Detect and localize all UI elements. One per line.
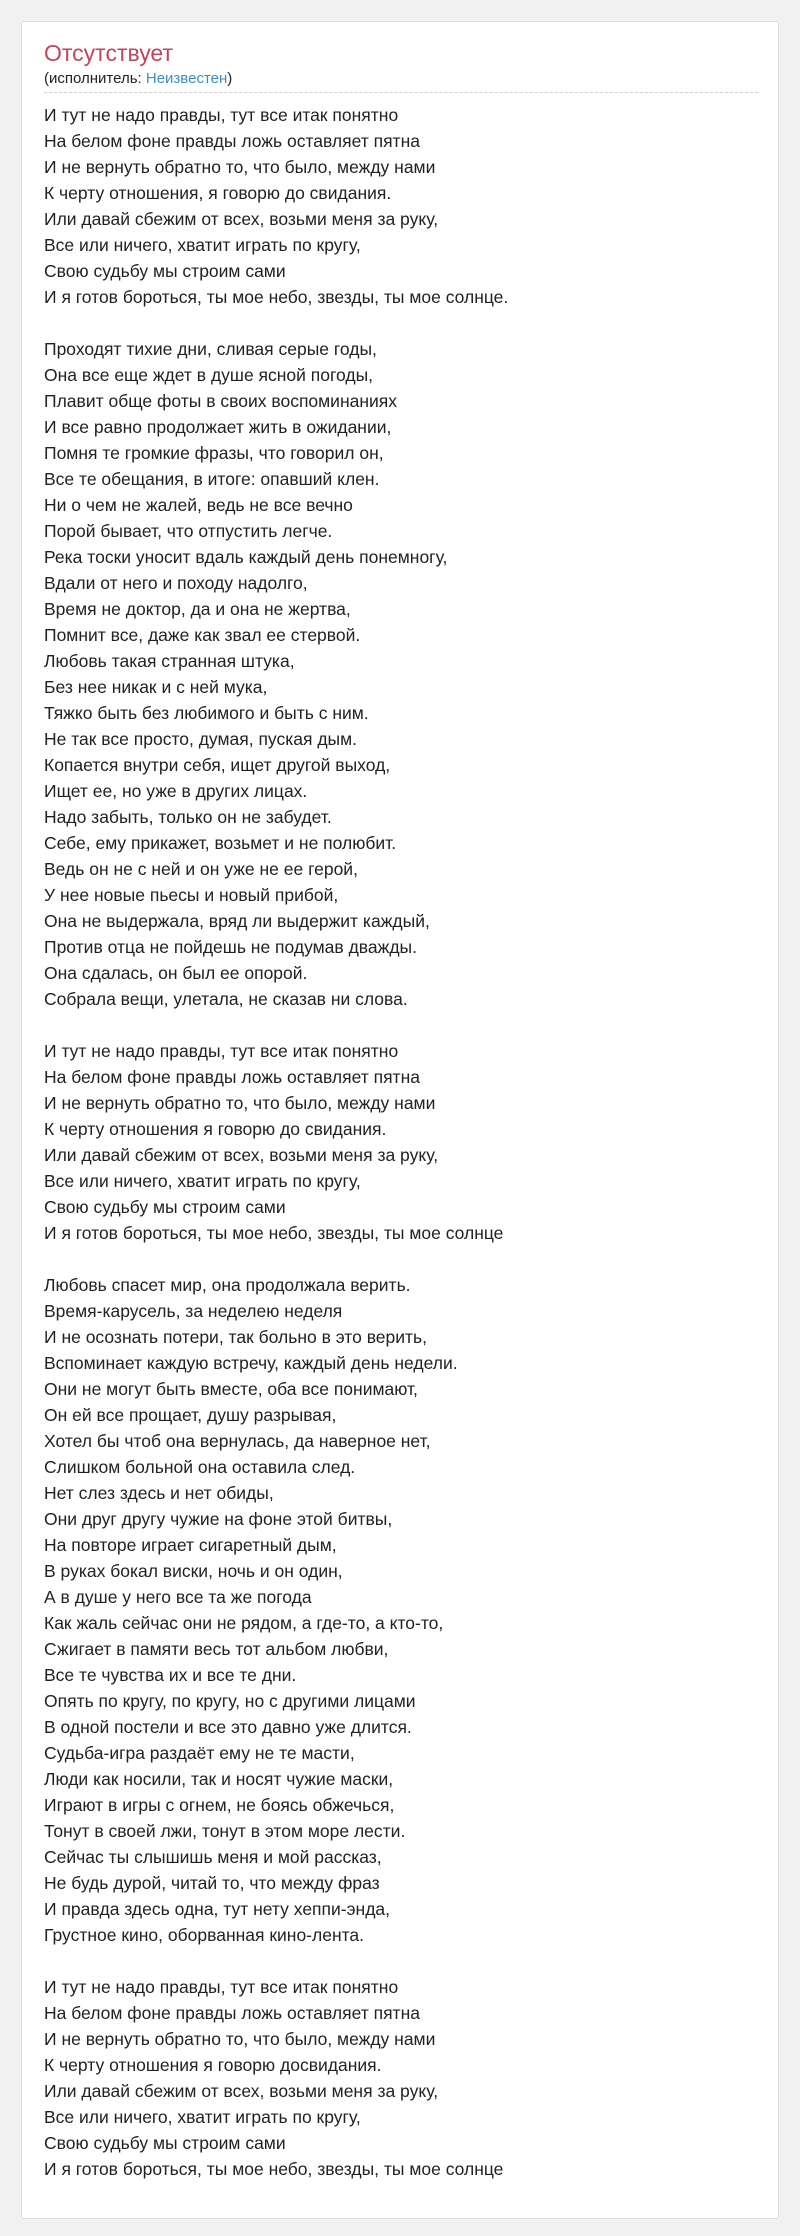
performer-suffix: )	[227, 70, 233, 87]
performer-line	[44, 70, 758, 88]
lyric-line: Все или ничего, хватит играть по кругу,	[44, 2107, 361, 2127]
lyric-line: Вдали от него и походу надолго,	[44, 573, 308, 593]
artist-link[interactable]: Неизвестен	[145, 70, 228, 87]
lyric-line: Они не могут быть вместе, оба все понимают,	[44, 1379, 418, 1399]
lyric-line: Ведь он не с ней и он уже не ее герой,	[44, 859, 358, 879]
lyric-line: На повторе играет сигаретный дым,	[44, 1535, 337, 1555]
lyric-line: Все те обещания, в итоге: опавший клен.	[44, 469, 380, 489]
lyric-line: Все или ничего, хватит играть по кругу,	[44, 235, 361, 255]
lyric-line: И тут не надо правды, тут все итак понятно	[44, 105, 399, 125]
lyric-line: И не осознать потери, так больно в это верить,	[44, 1327, 428, 1347]
lyric-line: Она все еще ждет в душе ясной погоды,	[44, 365, 374, 385]
lyric-line: И я готов бороться, ты мое небо, звезды, ты мое солнце	[44, 2159, 504, 2179]
performer-prefix: (исполнитель:	[44, 70, 146, 87]
lyric-line: Судьба-игра раздаёт ему не те масти,	[44, 1743, 355, 1763]
lyric-line: И не вернуть обратно то, что было, между нами	[44, 1093, 436, 1113]
lyric-line: Любовь такая странная штука,	[44, 651, 295, 671]
lyric-line: Копается внутри себя, ищет другой выход,	[44, 755, 391, 775]
lyric-line: Помнит все, даже как звал ее стервой.	[44, 625, 361, 645]
lyric-line: Или давай сбежим от всех, возьми меня за руку,	[44, 209, 439, 229]
lyric-line: Слишком больной она оставила след.	[44, 1457, 356, 1477]
lyric-line: Сейчас ты слышишь меня и мой рассказ,	[44, 1847, 382, 1867]
lyric-line: Она сдалась, он был ее опорой.	[44, 963, 308, 983]
lyric-line: Все те чувства их и все те дни.	[44, 1665, 297, 1685]
lyric-line: А в душе у него все та же погода	[44, 1587, 312, 1607]
lyric-line: Ищет ее, но уже в других лицах.	[44, 781, 308, 801]
lyric-line: К черту отношения, я говорю до свидания.	[44, 183, 392, 203]
lyric-line: И все равно продолжает жить в ожидании,	[44, 417, 392, 437]
lyric-line: Ни о чем не жалей, ведь не все вечно	[44, 495, 353, 515]
lyric-line: Время-карусель, за неделею неделя	[44, 1301, 343, 1321]
lyric-line: На белом фоне правды ложь оставляет пятна	[44, 2003, 420, 2023]
lyric-line: Против отца не пойдешь не подумав дважды.	[44, 937, 417, 957]
lyric-line: Не будь дурой, читай то, что между фраз	[44, 1873, 380, 1893]
lyric-line: Нет слез здесь и нет обиды,	[44, 1483, 274, 1503]
stanza-gap	[44, 310, 758, 336]
lyric-line: Опять по кругу, по кругу, но с другими лицами	[44, 1691, 416, 1711]
song-header	[44, 40, 758, 93]
lyrics-card	[21, 21, 779, 2219]
lyric-line: И тут не надо правды, тут все итак понятно	[44, 1041, 399, 1061]
lyric-line: Порой бывает, что отпустить легче.	[44, 521, 333, 541]
lyric-line: Не так все просто, думая, пуская дым.	[44, 729, 358, 749]
lyric-line: Помня те громкие фразы, что говорил он,	[44, 443, 384, 463]
lyric-line: И правда здесь одна, тут нету хеппи-энда,	[44, 1899, 391, 1919]
lyric-line: Как жаль сейчас они не рядом, а где-то, а кто-то,	[44, 1613, 444, 1633]
stanza-gap	[44, 1246, 758, 1272]
lyrics-text	[44, 102, 758, 2182]
lyric-line: Плавит обще фоты в своих воспоминаниях	[44, 391, 398, 411]
lyric-line: Тяжко быть без любимого и быть с ним.	[44, 703, 369, 723]
lyric-line: Без нее никак и с ней мука,	[44, 677, 268, 697]
lyric-line: Хотел бы чтоб она вернулась, да наверное нет,	[44, 1431, 431, 1451]
stanza-gap	[44, 1012, 758, 1038]
lyric-line: Свою судьбу мы строим сами	[44, 2133, 286, 2153]
lyric-line: Играют в игры с огнем, не боясь обжечься,	[44, 1795, 395, 1815]
lyric-line: Свою судьбу мы строим сами	[44, 261, 286, 281]
song-title: Отсутствует	[44, 40, 173, 66]
lyric-line: Люди как носили, так и носят чужие маски,	[44, 1769, 394, 1789]
lyric-line: Он ей все прощает, душу разрывая,	[44, 1405, 337, 1425]
lyric-line: Собрала вещи, улетала, не сказав ни слова.	[44, 989, 408, 1009]
lyric-line: К черту отношения я говорю до свидания.	[44, 1119, 387, 1139]
lyric-line: Они друг другу чужие на фоне этой битвы,	[44, 1509, 393, 1529]
lyric-line: И я готов бороться, ты мое небо, звезды, ты мое солнце.	[44, 287, 509, 307]
lyric-line: Река тоски уносит вдаль каждый день понемногу,	[44, 547, 448, 567]
lyric-line: Грустное кино, оборванная кино-лента.	[44, 1925, 365, 1945]
lyric-line: На белом фоне правды ложь оставляет пятна	[44, 1067, 420, 1087]
lyric-line: Себе, ему прикажет, возьмет и не полюбит.	[44, 833, 397, 853]
lyric-line: И не вернуть обратно то, что было, между нами	[44, 157, 436, 177]
lyric-line: У нее новые пьесы и новый прибой,	[44, 885, 339, 905]
lyric-line: И тут не надо правды, тут все итак понятно	[44, 1977, 399, 1997]
lyric-line: Сжигает в памяти весь тот альбом любви,	[44, 1639, 389, 1659]
lyric-line: Вспоминает каждую встречу, каждый день недели.	[44, 1353, 458, 1373]
lyric-line: Тонут в своей лжи, тонут в этом море лести.	[44, 1821, 406, 1841]
lyric-line: Или давай сбежим от всех, возьми меня за руку,	[44, 2081, 439, 2101]
lyric-line: На белом фоне правды ложь оставляет пятна	[44, 131, 420, 151]
lyric-line: Или давай сбежим от всех, возьми меня за руку,	[44, 1145, 439, 1165]
lyric-line: И я готов бороться, ты мое небо, звезды, ты мое солнце	[44, 1223, 504, 1243]
lyric-line: Любовь спасет мир, она продолжала верить.	[44, 1275, 411, 1295]
lyric-line: Свою судьбу мы строим сами	[44, 1197, 286, 1217]
lyric-line: И не вернуть обратно то, что было, между нами	[44, 2029, 436, 2049]
lyric-line: В одной постели и все это давно уже длится.	[44, 1717, 412, 1737]
lyric-line: Все или ничего, хватит играть по кругу,	[44, 1171, 361, 1191]
lyric-line: Надо забыть, только он не забудет.	[44, 807, 332, 827]
lyric-line: В руках бокал виски, ночь и он один,	[44, 1561, 343, 1581]
stanza-gap	[44, 1948, 758, 1974]
lyric-line: Она не выдержала, вряд ли выдержит каждый,	[44, 911, 430, 931]
lyric-line: Проходят тихие дни, сливая серые годы,	[44, 339, 377, 359]
lyric-line: К черту отношения я говорю досвидания.	[44, 2055, 382, 2075]
lyric-line: Время не доктор, да и она не жертва,	[44, 599, 351, 619]
